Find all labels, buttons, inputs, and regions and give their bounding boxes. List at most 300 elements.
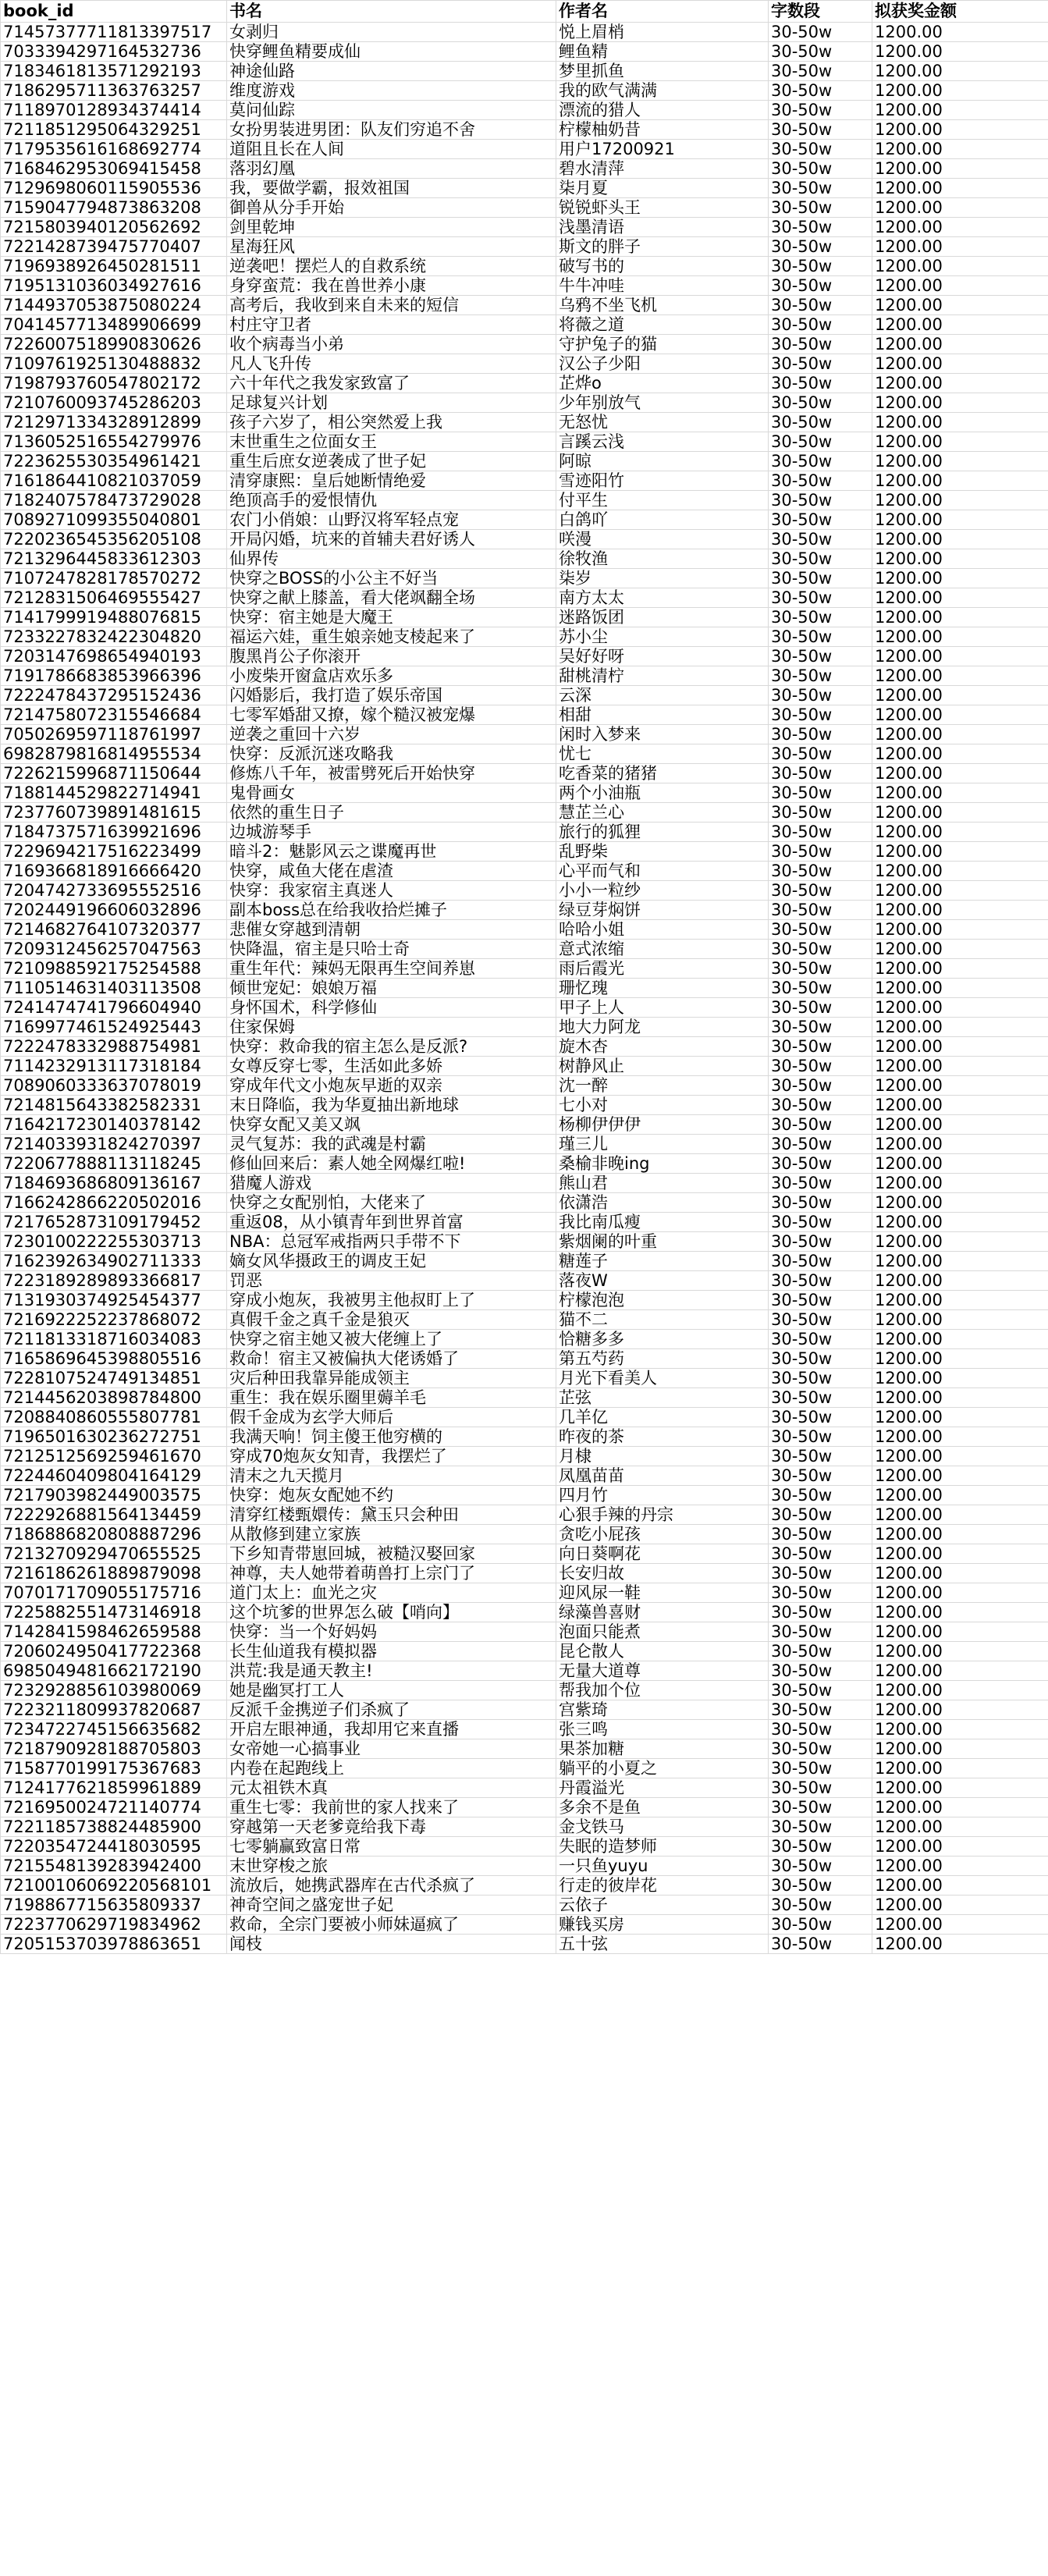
cell-title[interactable]: 流放后，她携武器库在古代杀疯了 xyxy=(227,1876,556,1896)
cell-book-id[interactable]: 7186886820808887296 xyxy=(1,1525,227,1544)
cell-award-amount[interactable]: 1200.00 xyxy=(872,1018,1048,1037)
cell-word-range[interactable]: 30-50w xyxy=(769,1388,872,1408)
cell-award-amount[interactable]: 1200.00 xyxy=(872,432,1048,452)
cell-award-amount[interactable]: 1200.00 xyxy=(872,1271,1048,1291)
cell-award-amount[interactable]: 1200.00 xyxy=(872,823,1048,842)
cell-award-amount[interactable]: 1200.00 xyxy=(872,1915,1048,1935)
cell-award-amount[interactable]: 1200.00 xyxy=(872,647,1048,666)
cell-author[interactable]: 行走的彼岸花 xyxy=(556,1876,769,1896)
cell-word-range[interactable]: 30-50w xyxy=(769,842,872,862)
cell-award-amount[interactable]: 1200.00 xyxy=(872,1661,1048,1681)
cell-title[interactable]: 假千金成为玄学大师后 xyxy=(227,1408,556,1427)
cell-author[interactable]: 恰糖多多 xyxy=(556,1330,769,1349)
cell-book-id[interactable]: 7225882551473146918 xyxy=(1,1603,227,1622)
cell-book-id[interactable]: 7230100222255303713 xyxy=(1,1232,227,1252)
cell-title[interactable]: 农门小俏娘：山野汉将军轻点宠 xyxy=(227,510,556,530)
cell-award-amount[interactable]: 1200.00 xyxy=(872,1700,1048,1720)
cell-author[interactable]: 落夜W xyxy=(556,1271,769,1291)
cell-word-range[interactable]: 30-50w xyxy=(769,413,872,432)
cell-word-range[interactable]: 30-50w xyxy=(769,1603,872,1622)
cell-award-amount[interactable]: 1200.00 xyxy=(872,1213,1048,1232)
cell-book-id[interactable]: 7220236545356205108 xyxy=(1,530,227,549)
cell-award-amount[interactable]: 1200.00 xyxy=(872,1564,1048,1583)
cell-book-id[interactable]: 7182407578473729028 xyxy=(1,491,227,510)
header-word-range[interactable]: 字数段 xyxy=(769,1,872,23)
cell-book-id[interactable]: 7216950024721140774 xyxy=(1,1798,227,1817)
cell-book-id[interactable]: 7222478332988754981 xyxy=(1,1037,227,1057)
cell-author[interactable]: 躺平的小夏之 xyxy=(556,1759,769,1778)
cell-book-id[interactable]: 7212831506469555427 xyxy=(1,588,227,608)
cell-title[interactable]: 高考后，我收到来自未来的短信 xyxy=(227,296,556,315)
cell-author[interactable]: 心狠手辣的丹宗 xyxy=(556,1505,769,1525)
cell-award-amount[interactable]: 1200.00 xyxy=(872,374,1048,393)
cell-award-amount[interactable]: 1200.00 xyxy=(872,471,1048,491)
cell-author[interactable]: 意式浓缩 xyxy=(556,940,769,959)
cell-title[interactable]: 小废柴开窗盒店欢乐多 xyxy=(227,666,556,686)
cell-title[interactable]: 救命，全宗门要被小师妹逼疯了 xyxy=(227,1915,556,1935)
cell-word-range[interactable]: 30-50w xyxy=(769,1642,872,1661)
cell-book-id[interactable]: 7196501630236272751 xyxy=(1,1427,227,1447)
cell-book-id[interactable]: 7234722745156635682 xyxy=(1,1720,227,1739)
cell-author[interactable]: 糖莲子 xyxy=(556,1252,769,1271)
cell-word-range[interactable]: 30-50w xyxy=(769,510,872,530)
cell-award-amount[interactable]: 1200.00 xyxy=(872,257,1048,276)
cell-award-amount[interactable]: 1200.00 xyxy=(872,140,1048,159)
cell-author[interactable]: 月棣 xyxy=(556,1447,769,1466)
cell-book-id[interactable]: 7210760093745286203 xyxy=(1,393,227,413)
cell-award-amount[interactable]: 1200.00 xyxy=(872,1642,1048,1661)
cell-author[interactable]: 锐锐虾头王 xyxy=(556,198,769,218)
cell-word-range[interactable]: 30-50w xyxy=(769,120,872,140)
cell-title[interactable]: 快穿：救命我的宿主怎么是反派? xyxy=(227,1037,556,1057)
cell-word-range[interactable]: 30-50w xyxy=(769,862,872,881)
cell-author[interactable]: 果茶加糖 xyxy=(556,1739,769,1759)
cell-award-amount[interactable]: 1200.00 xyxy=(872,1310,1048,1330)
cell-word-range[interactable]: 30-50w xyxy=(769,1408,872,1427)
cell-title[interactable]: 收个病毒当小弟 xyxy=(227,335,556,354)
cell-book-id[interactable]: 7213270929470655525 xyxy=(1,1544,227,1564)
cell-title[interactable]: 快穿女配又美又飒 xyxy=(227,1115,556,1135)
cell-author[interactable]: 一只鱼yuyu xyxy=(556,1856,769,1876)
cell-title[interactable]: 穿成年代文小炮灰早逝的双亲 xyxy=(227,1076,556,1096)
cell-author[interactable]: 慧芷兰心 xyxy=(556,803,769,823)
cell-title[interactable]: 快穿之献上膝盖，看大佬飒翻全场 xyxy=(227,588,556,608)
cell-word-range[interactable]: 30-50w xyxy=(769,1466,872,1486)
cell-word-range[interactable]: 30-50w xyxy=(769,81,872,101)
cell-word-range[interactable]: 30-50w xyxy=(769,1622,872,1642)
cell-word-range[interactable]: 30-50w xyxy=(769,1057,872,1076)
cell-book-id[interactable]: 7214033931824270397 xyxy=(1,1135,227,1154)
cell-book-id[interactable]: 6985049481662172190 xyxy=(1,1661,227,1681)
cell-word-range[interactable]: 30-50w xyxy=(769,725,872,744)
cell-award-amount[interactable]: 1200.00 xyxy=(872,1427,1048,1447)
cell-word-range[interactable]: 30-50w xyxy=(769,901,872,920)
cell-award-amount[interactable]: 1200.00 xyxy=(872,81,1048,101)
cell-book-id[interactable]: 7222478437295152436 xyxy=(1,686,227,705)
cell-book-id[interactable]: 7215548139283942400 xyxy=(1,1856,227,1876)
cell-book-id[interactable]: 7165869645398805516 xyxy=(1,1349,227,1369)
cell-book-id[interactable]: 7233227832422304820 xyxy=(1,627,227,647)
cell-word-range[interactable]: 30-50w xyxy=(769,588,872,608)
cell-award-amount[interactable]: 1200.00 xyxy=(872,1896,1048,1915)
cell-author[interactable]: 甲子上人 xyxy=(556,998,769,1018)
cell-award-amount[interactable]: 1200.00 xyxy=(872,101,1048,120)
header-award-amount[interactable]: 拟获奖金额 xyxy=(872,1,1048,23)
cell-title[interactable]: 快穿之宿主她又被大佬缠上了 xyxy=(227,1330,556,1349)
cell-author[interactable]: 沈一醉 xyxy=(556,1076,769,1096)
cell-author[interactable]: 几羊亿 xyxy=(556,1408,769,1427)
cell-title[interactable]: 神途仙路 xyxy=(227,62,556,81)
cell-book-id[interactable]: 7214456203898784800 xyxy=(1,1388,227,1408)
cell-word-range[interactable]: 30-50w xyxy=(769,608,872,627)
cell-title[interactable]: 依然的重生日子 xyxy=(227,803,556,823)
cell-word-range[interactable]: 30-50w xyxy=(769,1115,872,1135)
cell-title[interactable]: 仙界传 xyxy=(227,549,556,569)
cell-author[interactable]: 雨后霞光 xyxy=(556,959,769,979)
cell-title[interactable]: 村庄守卫者 xyxy=(227,315,556,335)
cell-author[interactable]: 漂流的猎人 xyxy=(556,101,769,120)
cell-word-range[interactable]: 30-50w xyxy=(769,1076,872,1096)
cell-title[interactable]: 末世穿梭之旅 xyxy=(227,1856,556,1876)
cell-word-range[interactable]: 30-50w xyxy=(769,452,872,471)
cell-author[interactable]: 守护兔子的猫 xyxy=(556,335,769,354)
cell-word-range[interactable]: 30-50w xyxy=(769,940,872,959)
cell-word-range[interactable]: 30-50w xyxy=(769,1271,872,1291)
cell-book-id[interactable]: 7220677888113118245 xyxy=(1,1154,227,1174)
cell-book-id[interactable]: 7136052516554279976 xyxy=(1,432,227,452)
cell-award-amount[interactable]: 1200.00 xyxy=(872,42,1048,62)
cell-book-id[interactable]: 7183461813571292193 xyxy=(1,62,227,81)
cell-word-range[interactable]: 30-50w xyxy=(769,1544,872,1564)
cell-book-id[interactable]: 7124177621859961889 xyxy=(1,1778,227,1798)
cell-title[interactable]: 救命！宿主又被偏执大佬诱婚了 xyxy=(227,1349,556,1369)
cell-word-range[interactable]: 30-50w xyxy=(769,1661,872,1681)
cell-title[interactable]: 神尊，夫人她带着萌兽打上宗门了 xyxy=(227,1564,556,1583)
cell-word-range[interactable]: 30-50w xyxy=(769,647,872,666)
cell-author[interactable]: 我的欧气满满 xyxy=(556,81,769,101)
cell-title[interactable]: 重生后庶女逆袭成了世子妃 xyxy=(227,452,556,471)
cell-award-amount[interactable]: 1200.00 xyxy=(872,1174,1048,1193)
cell-book-id[interactable]: 7232928856103980069 xyxy=(1,1681,227,1700)
cell-book-id[interactable]: 7214758072315546684 xyxy=(1,705,227,725)
cell-author[interactable]: 桑榆非晚ing xyxy=(556,1154,769,1174)
cell-award-amount[interactable]: 1200.00 xyxy=(872,1330,1048,1349)
cell-word-range[interactable]: 30-50w xyxy=(769,1915,872,1935)
cell-word-range[interactable]: 30-50w xyxy=(769,179,872,198)
cell-book-id[interactable]: 7223625530354961421 xyxy=(1,452,227,471)
cell-award-amount[interactable]: 1200.00 xyxy=(872,1096,1048,1115)
cell-title[interactable]: 闪婚影后，我打造了娱乐帝国 xyxy=(227,686,556,705)
cell-word-range[interactable]: 30-50w xyxy=(769,354,872,374)
cell-word-range[interactable]: 30-50w xyxy=(769,1486,872,1505)
cell-award-amount[interactable]: 1200.00 xyxy=(872,940,1048,959)
cell-award-amount[interactable]: 1200.00 xyxy=(872,549,1048,569)
cell-title[interactable]: 足球复兴计划 xyxy=(227,393,556,413)
header-author[interactable]: 作者名 xyxy=(556,1,769,23)
cell-title[interactable]: 孩子六岁了，相公突然爱上我 xyxy=(227,413,556,432)
cell-book-id[interactable]: 7226007518990830626 xyxy=(1,335,227,354)
cell-word-range[interactable]: 30-50w xyxy=(769,627,872,647)
cell-word-range[interactable]: 30-50w xyxy=(769,1427,872,1447)
cell-book-id[interactable]: 7196938926450281511 xyxy=(1,257,227,276)
cell-book-id[interactable]: 7222926881564134459 xyxy=(1,1505,227,1525)
cell-author[interactable]: 迎风尿一鞋 xyxy=(556,1583,769,1603)
cell-author[interactable]: 柠檬柚奶昔 xyxy=(556,120,769,140)
cell-author[interactable]: 杨柳伊伊伊 xyxy=(556,1115,769,1135)
cell-word-range[interactable]: 30-50w xyxy=(769,1700,872,1720)
cell-award-amount[interactable]: 1200.00 xyxy=(872,218,1048,237)
cell-book-id[interactable]: 7214682764107320377 xyxy=(1,920,227,940)
cell-award-amount[interactable]: 1200.00 xyxy=(872,354,1048,374)
cell-book-id[interactable]: 7118970128934374414 xyxy=(1,101,227,120)
cell-title[interactable]: 灾后种田我靠异能成领主 xyxy=(227,1369,556,1388)
cell-book-id[interactable]: 7205153703978863651 xyxy=(1,1935,227,1954)
cell-award-amount[interactable]: 1200.00 xyxy=(872,315,1048,335)
cell-author[interactable]: 我比南瓜瘦 xyxy=(556,1213,769,1232)
cell-title[interactable]: 快穿：炮灰女配她不约 xyxy=(227,1486,556,1505)
cell-award-amount[interactable]: 1200.00 xyxy=(872,276,1048,296)
cell-award-amount[interactable]: 1200.00 xyxy=(872,744,1048,764)
cell-author[interactable]: 小小一粒纱 xyxy=(556,881,769,901)
cell-word-range[interactable]: 30-50w xyxy=(769,1817,872,1837)
cell-book-id[interactable]: 7142841598462659588 xyxy=(1,1622,227,1642)
cell-author[interactable]: 依潇浩 xyxy=(556,1193,769,1213)
cell-book-id[interactable]: 7221185738824485900 xyxy=(1,1817,227,1837)
cell-title[interactable]: 倾世宠妃：娘娘万福 xyxy=(227,979,556,998)
cell-book-id[interactable]: 7129698060115905536 xyxy=(1,179,227,198)
cell-title[interactable]: 女尊反穿七零，生活如此多娇 xyxy=(227,1057,556,1076)
cell-book-id[interactable]: 7203147698654940193 xyxy=(1,647,227,666)
cell-award-amount[interactable]: 1200.00 xyxy=(872,627,1048,647)
cell-author[interactable]: 吃香菜的猪猪 xyxy=(556,764,769,783)
cell-award-amount[interactable]: 1200.00 xyxy=(872,1817,1048,1837)
cell-award-amount[interactable]: 1200.00 xyxy=(872,1388,1048,1408)
cell-title[interactable]: 逆袭吧！摆烂人的自救系统 xyxy=(227,257,556,276)
cell-award-amount[interactable]: 1200.00 xyxy=(872,1486,1048,1505)
cell-award-amount[interactable]: 1200.00 xyxy=(872,569,1048,588)
cell-author[interactable]: 哈哈小姐 xyxy=(556,920,769,940)
cell-author[interactable]: 芷烨o xyxy=(556,374,769,393)
cell-word-range[interactable]: 30-50w xyxy=(769,1876,872,1896)
cell-book-id[interactable]: 7216922252237868072 xyxy=(1,1310,227,1330)
cell-award-amount[interactable]: 1200.00 xyxy=(872,62,1048,81)
cell-book-id[interactable]: 7213296445833612303 xyxy=(1,549,227,569)
cell-award-amount[interactable]: 1200.00 xyxy=(872,1135,1048,1154)
cell-author[interactable]: 凤凰苗苗 xyxy=(556,1466,769,1486)
cell-award-amount[interactable]: 1200.00 xyxy=(872,1252,1048,1271)
cell-author[interactable]: 昆仑散人 xyxy=(556,1642,769,1661)
cell-word-range[interactable]: 30-50w xyxy=(769,803,872,823)
cell-author[interactable]: 忧七 xyxy=(556,744,769,764)
cell-author[interactable]: 乌鸦不坐飞机 xyxy=(556,296,769,315)
cell-award-amount[interactable]: 1200.00 xyxy=(872,901,1048,920)
cell-word-range[interactable]: 30-50w xyxy=(769,101,872,120)
cell-award-amount[interactable]: 1200.00 xyxy=(872,1408,1048,1427)
cell-award-amount[interactable]: 1200.00 xyxy=(872,1622,1048,1642)
cell-award-amount[interactable]: 1200.00 xyxy=(872,1232,1048,1252)
cell-author[interactable]: 紫烟阑的叶重 xyxy=(556,1232,769,1252)
cell-book-id[interactable]: 7050269597118761997 xyxy=(1,725,227,744)
cell-word-range[interactable]: 30-50w xyxy=(769,998,872,1018)
cell-award-amount[interactable]: 1200.00 xyxy=(872,705,1048,725)
cell-word-range[interactable]: 30-50w xyxy=(769,549,872,569)
header-book-id[interactable]: book_id xyxy=(1,1,227,23)
cell-book-id[interactable]: 7212971334328912899 xyxy=(1,413,227,432)
cell-word-range[interactable]: 30-50w xyxy=(769,1505,872,1525)
cell-author[interactable]: 柠檬泡泡 xyxy=(556,1291,769,1310)
cell-book-id[interactable]: 7145737771181339751​7 xyxy=(1,23,227,42)
cell-title[interactable]: 下乡知青带崽回城，被糙汉娶回家 xyxy=(227,1544,556,1564)
cell-word-range[interactable]: 30-50w xyxy=(769,393,872,413)
cell-award-amount[interactable]: 1200.00 xyxy=(872,920,1048,940)
cell-title[interactable]: NBA：总冠军戒指两只手带不下 xyxy=(227,1232,556,1252)
cell-author[interactable]: 咲漫 xyxy=(556,530,769,549)
cell-word-range[interactable]: 30-50w xyxy=(769,198,872,218)
cell-title[interactable]: 从散修到建立家族 xyxy=(227,1525,556,1544)
cell-author[interactable]: 云依子 xyxy=(556,1896,769,1915)
cell-title[interactable]: 七零躺赢致富日常 xyxy=(227,1837,556,1856)
cell-book-id[interactable]: 7198793760547802172 xyxy=(1,374,227,393)
cell-title[interactable]: 修炼八千年，被雷劈死后开始快穿 xyxy=(227,764,556,783)
cell-word-range[interactable]: 30-50w xyxy=(769,1135,872,1154)
cell-word-range[interactable]: 30-50w xyxy=(769,1193,872,1213)
cell-title[interactable]: 元太祖铁木真 xyxy=(227,1778,556,1798)
cell-book-id[interactable]: 7237760739891481615 xyxy=(1,803,227,823)
cell-title[interactable]: 六十年代之我发家致富了 xyxy=(227,374,556,393)
cell-book-id[interactable]: 7191786683853966396 xyxy=(1,666,227,686)
cell-book-id[interactable]: 7217903982449003575 xyxy=(1,1486,227,1505)
cell-title[interactable]: 我满天响！饲主傻王他穷横的 xyxy=(227,1427,556,1447)
cell-author[interactable]: 第五芍药 xyxy=(556,1349,769,1369)
cell-title[interactable]: 重生：我在娱乐圈里薅羊毛 xyxy=(227,1388,556,1408)
cell-title[interactable]: 星海狂风 xyxy=(227,237,556,257)
cell-award-amount[interactable]: 1200.00 xyxy=(872,1037,1048,1057)
cell-word-range[interactable]: 30-50w xyxy=(769,1681,872,1700)
cell-author[interactable]: 心平而气和 xyxy=(556,862,769,881)
cell-award-amount[interactable]: 1200.00 xyxy=(872,1935,1048,1954)
cell-author[interactable]: 五十弦 xyxy=(556,1935,769,1954)
cell-award-amount[interactable]: 1200.00 xyxy=(872,764,1048,783)
cell-book-id[interactable]: 7206024950417722368 xyxy=(1,1642,227,1661)
cell-award-amount[interactable]: 1200.00 xyxy=(872,1544,1048,1564)
cell-title[interactable]: 绝顶高手的爱恨情仇 xyxy=(227,491,556,510)
cell-title[interactable]: 快穿：我家宿主真迷人 xyxy=(227,881,556,901)
cell-title[interactable]: 开启左眼神通，我却用它来直播 xyxy=(227,1720,556,1739)
cell-title[interactable]: 穿越第一天老爹竟给我下毒 xyxy=(227,1817,556,1837)
cell-book-id[interactable]: 7226215996871150644 xyxy=(1,764,227,783)
cell-author[interactable]: 闲时入梦来 xyxy=(556,725,769,744)
cell-author[interactable]: 赚钱买房 xyxy=(556,1915,769,1935)
cell-author[interactable]: 相甜 xyxy=(556,705,769,725)
cell-word-range[interactable]: 30-50w xyxy=(769,62,872,81)
cell-award-amount[interactable]: 1200.00 xyxy=(872,842,1048,862)
cell-book-id[interactable]: 7220354724418030595 xyxy=(1,1837,227,1856)
cell-title[interactable]: 她是幽冥打工人 xyxy=(227,1681,556,1700)
cell-award-amount[interactable]: 1200.00 xyxy=(872,1349,1048,1369)
cell-title[interactable]: 女帝她一心搞事业 xyxy=(227,1739,556,1759)
cell-book-id[interactable]: 7141799919488076815 xyxy=(1,608,227,627)
cell-word-range[interactable]: 30-50w xyxy=(769,432,872,452)
cell-award-amount[interactable]: 1200.00 xyxy=(872,1720,1048,1739)
cell-word-range[interactable]: 30-50w xyxy=(769,823,872,842)
cell-title[interactable]: 福运六娃，重生娘亲她支棱起来了 xyxy=(227,627,556,647)
cell-author[interactable]: 付平生 xyxy=(556,491,769,510)
cell-book-id[interactable]: 7179535616168692774 xyxy=(1,140,227,159)
cell-book-id[interactable]: 7208840860555807781 xyxy=(1,1408,227,1427)
cell-award-amount[interactable]: 1200.00 xyxy=(872,1583,1048,1603)
cell-author[interactable]: 失眠的造梦师 xyxy=(556,1837,769,1856)
cell-book-id[interactable]: 7224460409804164129 xyxy=(1,1466,227,1486)
cell-book-id[interactable]: 7218790928188705803 xyxy=(1,1739,227,1759)
cell-book-id[interactable]: 7212512569259461670 xyxy=(1,1447,227,1466)
cell-author[interactable]: 乱野柴 xyxy=(556,842,769,862)
cell-title[interactable]: 这个坑爹的世界怎么破【哨向】 xyxy=(227,1603,556,1622)
cell-book-id[interactable]: 7217652873109179452 xyxy=(1,1213,227,1232)
cell-book-id[interactable]: 7169977461524925443 xyxy=(1,1018,227,1037)
cell-title[interactable]: 反派千金携逆子们杀疯了 xyxy=(227,1700,556,1720)
cell-book-id[interactable]: 7211813318716034083 xyxy=(1,1330,227,1349)
cell-award-amount[interactable]: 1200.00 xyxy=(872,959,1048,979)
cell-title[interactable]: 穿成70炮灰女知青，我摆烂了 xyxy=(227,1447,556,1466)
cell-award-amount[interactable]: 1200.00 xyxy=(872,23,1048,42)
cell-award-amount[interactable]: 1200.00 xyxy=(872,296,1048,315)
cell-title[interactable]: 暗斗2：魅影风云之谍魔再世 xyxy=(227,842,556,862)
cell-book-id[interactable]: 7214815643382582331 xyxy=(1,1096,227,1115)
cell-word-range[interactable]: 30-50w xyxy=(769,276,872,296)
cell-book-id[interactable]: 7114232913117318184 xyxy=(1,1057,227,1076)
cell-title[interactable]: 洪荒:我是通天教主! xyxy=(227,1661,556,1681)
cell-author[interactable]: 长安归故 xyxy=(556,1564,769,1583)
cell-award-amount[interactable]: 1200.00 xyxy=(872,1154,1048,1174)
cell-title[interactable]: 女剥归 xyxy=(227,23,556,42)
cell-award-amount[interactable]: 1200.00 xyxy=(872,1447,1048,1466)
cell-book-id[interactable]: 7161864410821037059 xyxy=(1,471,227,491)
cell-word-range[interactable]: 30-50w xyxy=(769,140,872,159)
cell-author[interactable]: 吴好好呀 xyxy=(556,647,769,666)
cell-title[interactable]: 道阻且长在人间 xyxy=(227,140,556,159)
cell-title[interactable]: 我，要做学霸，报效祖国 xyxy=(227,179,556,198)
cell-award-amount[interactable]: 1200.00 xyxy=(872,1057,1048,1076)
cell-author[interactable]: 悦上眉梢 xyxy=(556,23,769,42)
cell-title[interactable]: 副本boss总在给我收拾烂摊子 xyxy=(227,901,556,920)
cell-award-amount[interactable]: 1200.00 xyxy=(872,979,1048,998)
cell-author[interactable]: 甜桃清柠 xyxy=(556,666,769,686)
cell-book-id[interactable]: 7202449196606032896 xyxy=(1,901,227,920)
cell-word-range[interactable]: 30-50w xyxy=(769,1856,872,1876)
cell-author[interactable]: 月光下看美人 xyxy=(556,1369,769,1388)
cell-word-range[interactable]: 30-50w xyxy=(769,1525,872,1544)
cell-award-amount[interactable]: 1200.00 xyxy=(872,1837,1048,1856)
cell-title[interactable]: 七零军婚甜又撩，嫁个糙汉被宠爆 xyxy=(227,705,556,725)
cell-author[interactable]: 张三鸣 xyxy=(556,1720,769,1739)
cell-award-amount[interactable]: 1200.00 xyxy=(872,1798,1048,1817)
cell-author[interactable]: 芷弦 xyxy=(556,1388,769,1408)
cell-award-amount[interactable]: 1200.00 xyxy=(872,1778,1048,1798)
cell-author[interactable]: 两个小油瓶 xyxy=(556,783,769,803)
cell-author[interactable]: 用户17200921 xyxy=(556,140,769,159)
cell-word-range[interactable]: 30-50w xyxy=(769,296,872,315)
cell-title[interactable]: 快穿：当一个好妈妈 xyxy=(227,1622,556,1642)
cell-word-range[interactable]: 30-50w xyxy=(769,920,872,940)
cell-book-id[interactable]: 7223211809937820687 xyxy=(1,1700,227,1720)
cell-author[interactable]: 珊忆瑰 xyxy=(556,979,769,998)
cell-award-amount[interactable]: 1200.00 xyxy=(872,237,1048,257)
cell-title[interactable]: 长生仙道我有模拟器 xyxy=(227,1642,556,1661)
cell-author[interactable]: 地大力阿龙 xyxy=(556,1018,769,1037)
cell-word-range[interactable]: 30-50w xyxy=(769,1798,872,1817)
cell-title[interactable]: 住家保姆 xyxy=(227,1018,556,1037)
cell-author[interactable]: 绿藻兽喜财 xyxy=(556,1603,769,1622)
